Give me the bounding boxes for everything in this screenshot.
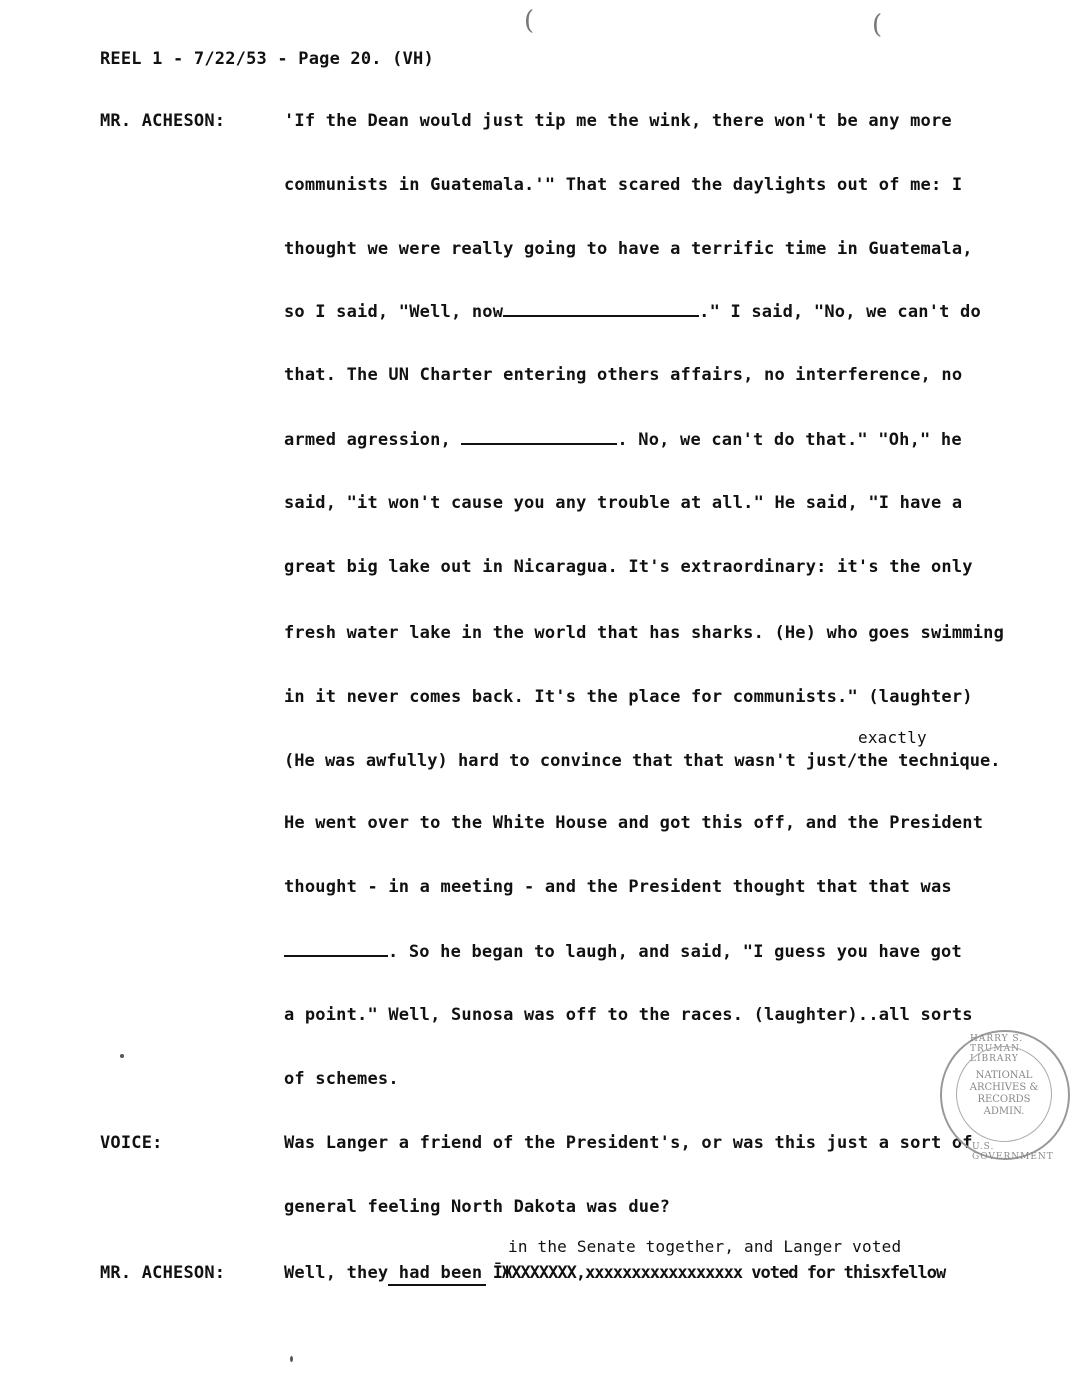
stamp-line: RECORDS (977, 1094, 1031, 1105)
margin-mark: ( (872, 10, 883, 40)
archive-stamp (940, 1030, 1070, 1160)
handwritten-insertion: in the Senate together, and Langer voted (508, 1237, 902, 1256)
stamp-line: NATIONAL (975, 1070, 1033, 1081)
text-line: great big lake out in Nicaragua. It's extraordinary: it's the only (284, 557, 973, 577)
text-line: of schemes. (284, 1069, 399, 1089)
text-line: (He was awfully) hard to convince that that wasn't just/the technique. (284, 751, 1001, 771)
text-segment: . No, we can't do that." "Oh," he (617, 430, 962, 450)
blank-line (461, 428, 617, 445)
text-line (284, 300, 981, 323)
speaker-label: VOICE: (100, 1133, 163, 1153)
text-segment: Well, they (284, 1263, 389, 1283)
text-segment: armed agression, (284, 430, 451, 450)
text-line (284, 428, 962, 451)
text-line: that. The UN Charter entering others affairs, no interference, no (284, 365, 963, 385)
struck-segment: ĪЖXXXXXXX,xxxxxxxxxxxxxxxxx voted for thisxfellow (492, 1263, 946, 1283)
text-line: fresh water lake in the world that has sharks. (He) who goes swimming (284, 623, 1005, 643)
text-segment: so I said, "Well, now (284, 302, 504, 322)
text-line: He went over to the White House and got this off, and the President (284, 813, 984, 833)
speaker-label: MR. ACHESON: (100, 111, 226, 131)
text-line (284, 1262, 945, 1284)
text-line: Was Langer a friend of the President's, or was this just a sort of (284, 1133, 973, 1153)
margin-mark: ( (524, 6, 535, 36)
text-line: general feeling North Dakota was due? (284, 1197, 671, 1217)
text-segment: . So he began to laugh, and said, "I guess you have got (388, 942, 962, 962)
stamp-line: ARCHIVES & (969, 1082, 1039, 1093)
stray-mark (120, 1054, 124, 1058)
speaker-label: MR. ACHESON: (100, 1263, 226, 1283)
stray-mark (290, 1356, 293, 1362)
text-line: a point." Well, Sunosa was off to the races. (laughter)..all sorts (284, 1005, 973, 1025)
handwritten-insertion: exactly (858, 728, 927, 747)
stamp-center (956, 1046, 1052, 1142)
text-line (284, 940, 962, 963)
blank-line (503, 300, 699, 317)
stamp-ring-text: HARRY S. TRUMAN LIBRARY (970, 1034, 1024, 1064)
stamp-ring-text: U.S. GOVERNMENT (972, 1142, 1054, 1162)
text-line: thought - in a meeting - and the President thought that that was (284, 877, 952, 897)
text-line: thought we were really going to have a terrific time in Guatemala, (284, 239, 973, 259)
text-line: communists in Guatemala.'" That scared the daylights out of me: I (284, 175, 963, 195)
text-line: said, "it won't cause you any trouble at all." He said, "I have a (284, 493, 963, 513)
underline-mark (388, 1284, 486, 1286)
stamp-line: ADMIN. (983, 1106, 1025, 1117)
page-header: REEL 1 - 7/22/53 - Page 20. (VH) (100, 49, 434, 69)
text-line: in it never comes back. It's the place for communists." (laughter) (284, 687, 973, 707)
text-line: 'If the Dean would just tip me the wink, there won't be any more (284, 111, 952, 131)
underlined-segment: had been (398, 1263, 483, 1283)
text-segment: ." I said, "No, we can't do (699, 302, 981, 322)
blank-line (284, 940, 388, 957)
